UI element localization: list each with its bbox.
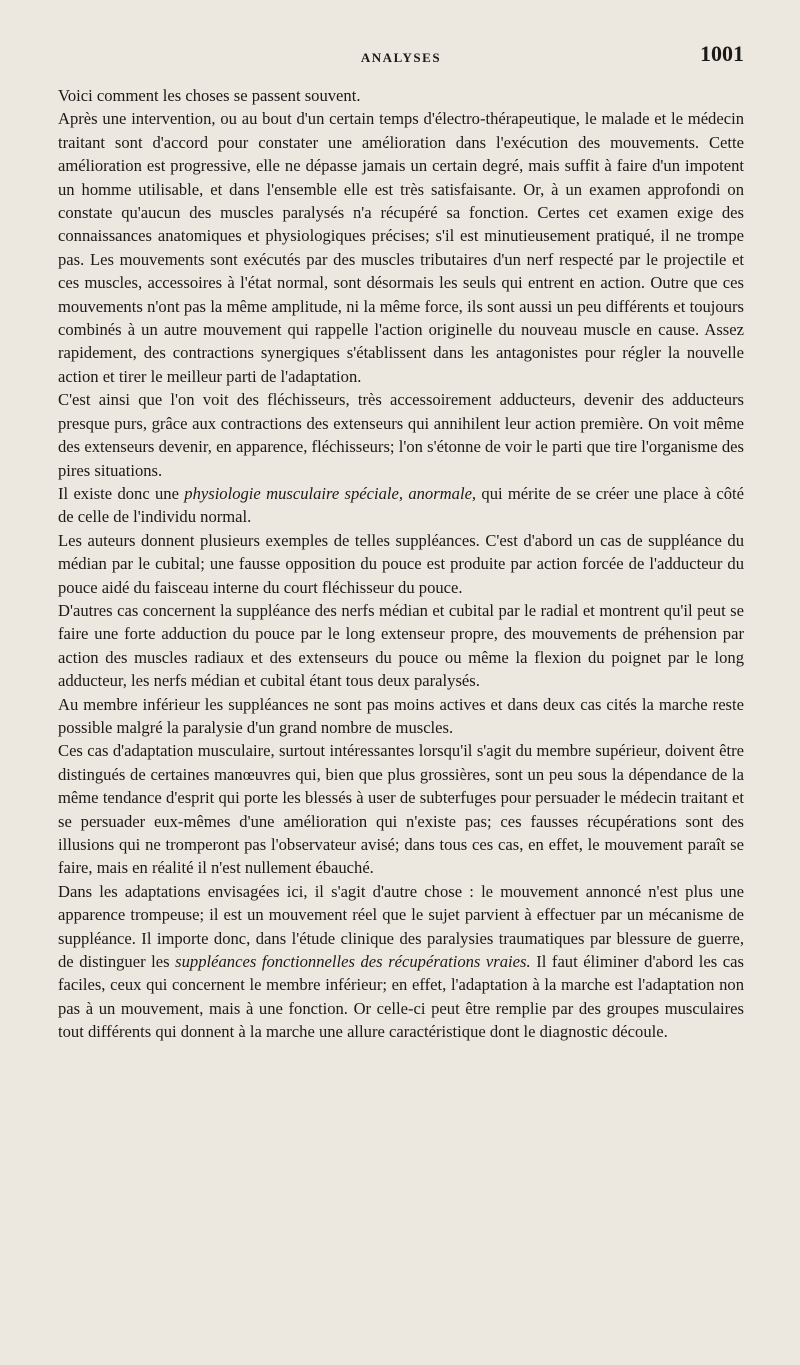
paragraph-text: C'est ainsi que l'on voit des fléchisseurs, très accessoirement adducteurs, devenir des adducteurs presque purs, grâce aux contractions des extenseurs qui annihilent leur action première. On voit même des extenseurs devenir, en apparence, fléchisseurs; l'on s'étonne de voir le parti que tire l'organisme des pires situations. [58,390,744,480]
paragraph-3 [58,388,744,482]
paragraph-6 [58,599,744,693]
paragraph-text-before: Il existe donc une [58,483,185,503]
paragraph-2 [58,107,744,388]
paragraph-text-after: Il faut éliminer d'abord les cas faciles, ceux qui concernent le membre inférieur; en effet, l'adaptation à la marche est l'adaptation non pas à un mouvement, mais à une fonction. Or celle-ci peut être remplie par des groupes musculaires tout différents qui donnent à la marche une allure caractéristique dont le diagnostic découle. [58,952,744,1042]
section-title: ANALYSES [360,50,442,65]
paragraph-4 [58,482,744,529]
paragraph-8 [58,739,744,879]
paragraph-text: Ces cas d'adaptation musculaire, surtout intéressantes lorsqu'il s'agit du membre supérieur, doivent être distingués de certaines manœuvres qui, bien que plus grossières, sont un peu sous la dépendance de la même tendance d'esprit qui porte les blessés à user de subterfuges pour persuader le médecin traitant et se persuader eux-mêmes d'une amélioration qui n'existe pas; ces fausses récupérations sont des illusions qui ne tromperont pas l'observateur avisé; dans tous ces cas, en effet, le mouvement paraît se faire, mais en réalité il n'est nullement ébauché. [58,741,744,878]
running-header [58,40,744,70]
paragraph-text: Au membre inférieur les suppléances ne sont pas moins actives et dans deux cas cités la marche reste possible malgré la paralysie d'un grand nombre de muscles. [58,694,744,737]
paragraph-9 [58,880,744,1044]
paragraph-text: Les auteurs donnent plusieurs exemples de telles suppléances. C'est d'abord un cas de suppléance du médian par le cubital; une fausse opposition du pouce est produite par action forcée de l'adducteur du pouce aidé du faisceau interne du court fléchisseur du pouce. [58,530,744,597]
article-body [58,84,744,1044]
page-number: 1001 [700,41,744,66]
paragraph-text: Après une intervention, ou au bout d'un certain temps d'électro-thérapeutique, le malade et le médecin traitant sont d'accord pour constater une amélioration dans l'exécution des mouvements. Cette amélioration est progressive, elle ne dépasse jamais un certain degré, mais suffit à faire d'un impotent un homme utilisable, et dans l'ensemble elle est très satisfaisante. Or, à un examen approfondi on constate qu'aucun des muscles paralysés n'a récupéré sa fonction. Certes cet examen exige des connaissances anatomiques et physiologiques précises; s'il est minutieusement pratiqué, il ne trompe pas. Les mouvements sont exécutés par des muscles tributaires d'un nerf respecté par le projectile et ces muscles, accessoires à l'état normal, sont désormais les seuls qui entrent en action. Outre que ces mouvements n'ont pas la même amplitude, ni la même force, ils sont aussi un peu différents et toujours combinés à un autre mouvement qui rappelle l'action originelle du nouveau muscle en cause. Assez rapidement, des contractions synergiques s'établissent dans les antagonistes pour régler la nouvelle action et tirer le meilleur parti de l'adaptation. [58,109,744,386]
paragraph-text-before: Dans les adaptations envisagées ici, il s'agit d'autre chose : le mouvement annoncé n'est plus une apparence trompeuse; il est un mouvement réel que le sujet parvient à effectuer par un mécanisme de suppléance. Il importe donc, dans l'étude clinique des paralysies traumatiques par blessure de guerre, de distinguer les [58,881,744,972]
paragraph-5 [58,529,744,599]
italic-phrase: suppléances fonctionnelles des récupérations vraies. [175,952,531,972]
paragraph-1 [58,84,744,107]
paragraph-text-after: qui mérite de se créer une place à côté de celle de l'individu normal. [58,483,745,527]
paragraph-7 [58,693,744,740]
paragraph-text: Voici comment les choses se passent souvent. [58,86,361,105]
paragraph-text: D'autres cas concernent la suppléance des nerfs médian et cubital par le radial et montrent qu'il peut se faire une forte adduction du pouce par le long extenseur propre, des mouvements de préhension par action des muscles radiaux et des extenseurs du pouce ou même la flexion du poignet par le long adducteur, les nerfs médian et cubital étant tous deux paralysés. [58,600,744,691]
italic-phrase: physiologie musculaire spéciale, anormale, [184,483,477,503]
